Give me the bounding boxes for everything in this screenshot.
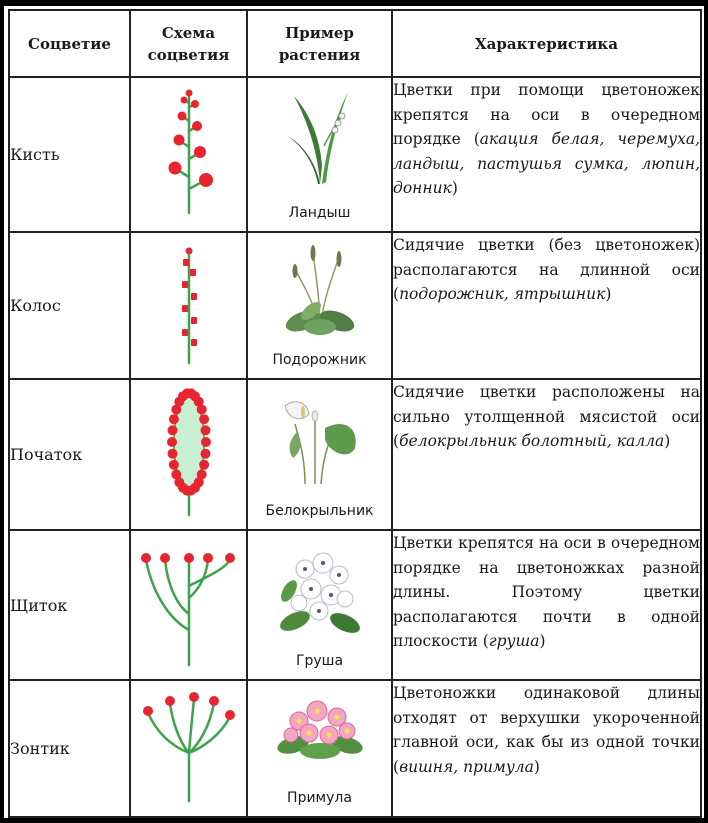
header-characteristic: Характеристика xyxy=(392,10,701,77)
table-row-spadix xyxy=(9,379,701,530)
lily-of-the-valley-icon xyxy=(280,86,360,186)
table-row-raceme xyxy=(9,77,701,232)
characteristic-close: ) xyxy=(539,632,546,650)
raceme-scheme-icon xyxy=(144,85,234,225)
characteristic-close: ) xyxy=(451,179,458,197)
characteristic-plain: Цветки крепятся на оси в очередном порядке на цветоножках разной длины. Поэтому цветки располагаются почти в одной плоскости ( xyxy=(393,534,700,650)
spadix-flower-dot xyxy=(200,425,210,435)
inflorescence-name: Кисть xyxy=(9,77,130,232)
plant-caption: Груша xyxy=(295,653,344,669)
header-scheme: Схема соцветия xyxy=(130,10,247,77)
header-inflorescence: Соцветие xyxy=(9,10,130,77)
inflorescence-name: Щиток xyxy=(9,530,130,680)
spadix-flower-dot xyxy=(201,437,211,447)
characteristic-plain: Цветки при помощи цветоножек крепятся на оси в очередном порядке ( xyxy=(393,81,700,148)
plant-caption: Белокрыльник xyxy=(265,503,374,519)
plant-cell xyxy=(247,680,392,817)
characteristic-examples: акация белая, черемуха, ландыш, пастушья сумка, люпин, донник xyxy=(393,130,700,197)
characteristic-plain: Сидячие цветки расположены на сильно утолщенной мясистой оси ( xyxy=(393,383,700,450)
scheme-cell xyxy=(130,530,247,680)
calla-icon xyxy=(275,388,365,488)
corymb-scheme-icon xyxy=(134,540,244,670)
plant-cell xyxy=(247,379,392,530)
scheme-cell xyxy=(130,232,247,379)
scheme-cell xyxy=(130,680,247,817)
characteristic-text xyxy=(392,680,701,817)
characteristic-examples: белокрыльник болотный, калла xyxy=(399,432,665,450)
header-plant-example: Пример растения xyxy=(247,10,392,77)
spadix-scheme-icon xyxy=(144,387,234,522)
characteristic-plain: Сидячие цветки (без цветоножек) располагаются на длинной оси ( xyxy=(393,236,700,303)
spadix-flower-dot xyxy=(168,460,178,470)
pear-blossom-icon xyxy=(275,539,365,639)
spadix-flower-dot xyxy=(167,437,177,447)
characteristic-close: ) xyxy=(605,285,612,303)
table-row-spike xyxy=(9,232,701,379)
spadix-flower-dot xyxy=(199,414,209,424)
characteristic-examples: подорожник, ятрышник xyxy=(399,285,606,303)
scheme-cell xyxy=(130,77,247,232)
characteristic-close: ) xyxy=(664,432,671,450)
spadix-flower-dot xyxy=(200,449,210,459)
plant-cell xyxy=(247,77,392,232)
plant-caption: Ландыш xyxy=(288,205,351,221)
characteristic-text xyxy=(392,232,701,379)
umbel-scheme-icon xyxy=(134,691,244,806)
plant-cell xyxy=(247,232,392,379)
primrose-icon xyxy=(275,689,365,769)
scheme-cell xyxy=(130,379,247,530)
characteristic-text xyxy=(392,77,701,232)
spadix-flower-dot xyxy=(171,470,181,480)
header-row xyxy=(9,10,701,77)
characteristic-text xyxy=(392,379,701,530)
inflorescence-name: Зонтик xyxy=(9,680,130,817)
plant-caption: Примула xyxy=(287,790,352,806)
plant-caption: Подорожник xyxy=(272,352,367,368)
spadix-flower-dot xyxy=(167,449,177,459)
spadix-flower-dot xyxy=(167,425,177,435)
inflorescence-name: Початок xyxy=(9,379,130,530)
spadix-flower-dot xyxy=(199,460,209,470)
characteristic-close: ) xyxy=(533,757,540,776)
table-row-umbel xyxy=(9,680,701,817)
characteristic-examples: груша xyxy=(488,632,540,650)
characteristic-plain: Цветоножки одинаковой длины отходят от верхушки укороченной главной оси, как бы из одной точки ( xyxy=(393,684,700,776)
spadix-flower-dot xyxy=(168,414,178,424)
plantain-icon xyxy=(275,241,365,341)
spadix-flower-dot xyxy=(196,405,206,415)
characteristic-text xyxy=(392,530,701,680)
inflorescence-name: Колос xyxy=(9,232,130,379)
plant-cell xyxy=(247,530,392,680)
spike-scheme-icon xyxy=(144,241,234,371)
table-row-corymb xyxy=(9,530,701,680)
characteristic-examples: вишня, примула xyxy=(399,757,534,776)
inflorescence-table xyxy=(8,9,702,818)
page xyxy=(4,6,704,818)
